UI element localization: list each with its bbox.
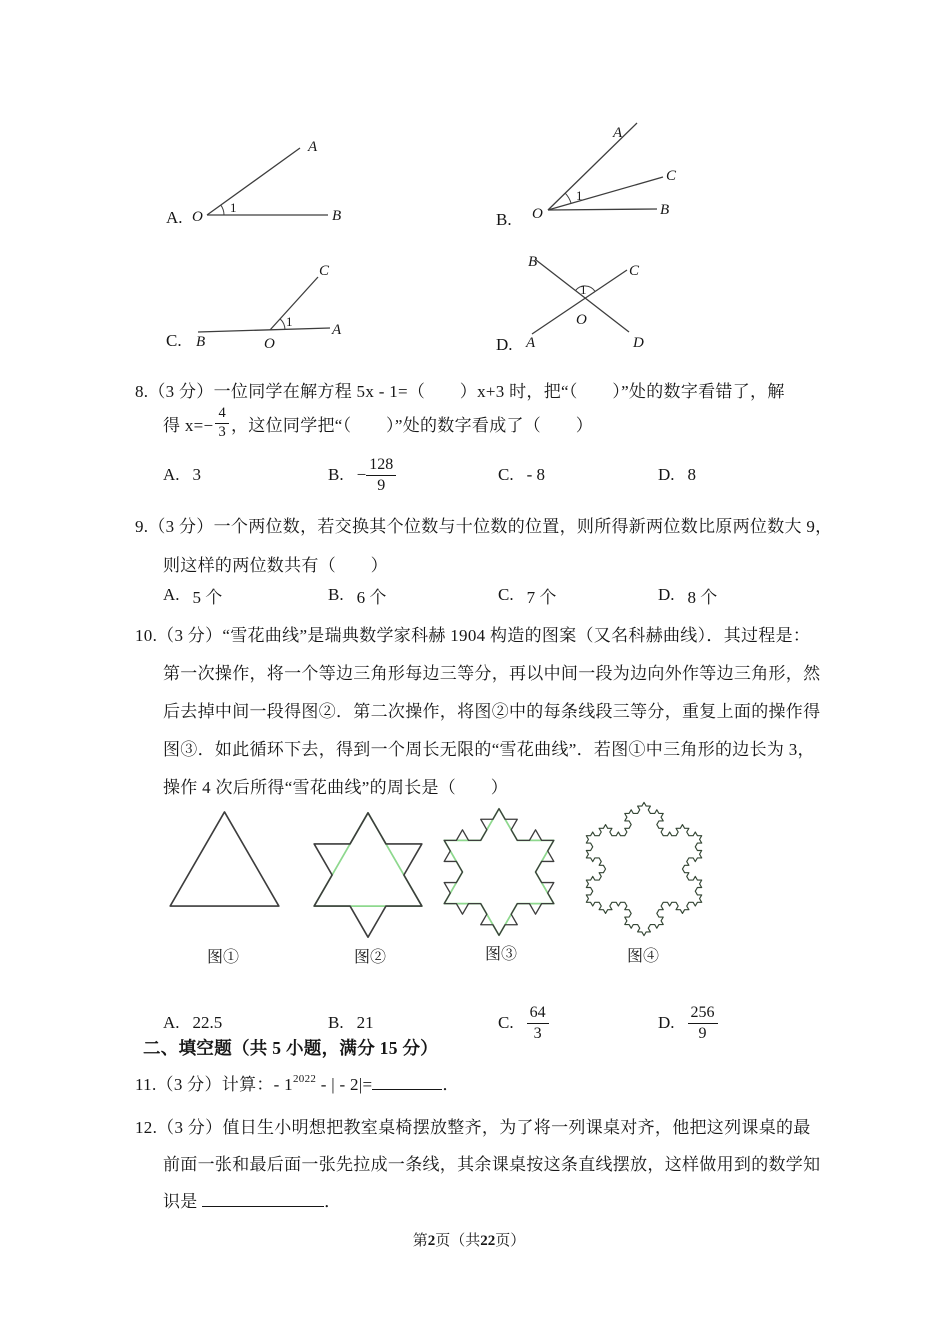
- figure-1-caption: 图①: [206, 949, 239, 966]
- koch-outline: [444, 809, 554, 936]
- q8-option-a: [163, 452, 201, 498]
- question-9-options: [0, 583, 950, 607]
- q8-option-b-numerator: 128: [366, 456, 396, 476]
- question-8-line-2: [163, 403, 593, 443]
- figure-2-caption: 图②: [353, 949, 386, 966]
- diagram-d-letter: D.: [496, 335, 513, 354]
- q8-inline-fraction: [215, 406, 229, 441]
- diagram-c-letter: C.: [166, 331, 182, 350]
- question-8-options: [0, 452, 950, 498]
- koch-figure-2-star: [312, 810, 424, 940]
- q8-line2-pre: 得 x=−: [163, 415, 214, 435]
- point-label-b: B: [660, 202, 670, 218]
- ray-ob: [548, 209, 657, 210]
- point-label-a: A: [332, 322, 342, 338]
- point-label-b: B: [528, 254, 538, 270]
- angle-label-1: 1: [286, 314, 293, 329]
- question-12-line-2: 前面一张和最后面一张先拉成一条线，其余课桌按这条直线摆放，这样做用到的数学知: [163, 1155, 821, 1174]
- koch-figure-3-snowflake: [442, 806, 556, 938]
- question-10-line-5: 操作 4 次后所得“雪花曲线”的周长是（ ）: [163, 778, 508, 797]
- q11-pre: 11.（3 分）计算：- 1: [135, 1075, 293, 1094]
- q10-option-d-letter: D.: [658, 1013, 675, 1032]
- koch-outline: [586, 802, 701, 935]
- vertex-label-o: O: [264, 336, 275, 352]
- q9-option-a: [163, 583, 222, 607]
- angle-label-1: 1: [576, 188, 583, 203]
- q8-option-c-value: - 8: [526, 465, 546, 484]
- q10-option-d: [658, 997, 718, 1049]
- footer-prefix: 第: [412, 1233, 428, 1249]
- q10-option-b-value: 21: [356, 1013, 374, 1032]
- q9-option-b-letter: B.: [328, 585, 344, 604]
- q8-option-c: [498, 452, 545, 498]
- q8-option-b: [328, 452, 396, 498]
- q8-option-a-value: 3: [192, 465, 202, 484]
- q10-option-d-numerator: 256: [688, 1004, 718, 1024]
- question-12-line-3: [163, 1187, 341, 1212]
- angle-diagram-d: [512, 248, 687, 360]
- q10-option-b-letter: B.: [328, 1013, 344, 1032]
- q8-option-d-letter: D.: [658, 465, 675, 484]
- page-footer: [0, 1229, 938, 1250]
- q10-option-d-denominator: 9: [698, 1024, 707, 1042]
- footer-page-number: 2: [427, 1233, 436, 1249]
- ray-oc: [270, 277, 318, 330]
- q8-frac-denominator: 3: [218, 423, 226, 440]
- q9-option-d: [658, 583, 717, 607]
- point-label-a: A: [613, 125, 623, 141]
- point-label-a: A: [308, 139, 318, 155]
- vertex-label-o: O: [532, 206, 543, 222]
- koch-outline: [314, 813, 422, 906]
- q10-option-c-letter: C.: [498, 1013, 514, 1032]
- koch-figure-1-triangle: [168, 808, 281, 910]
- vertex-label-o: O: [576, 312, 587, 328]
- footer-total-pages: 22: [480, 1233, 496, 1249]
- diagram-a-letter: A.: [166, 208, 183, 227]
- question-12-line-1: 12.（3 分）值日生小明想把教室桌椅摆放整齐，为了将一列课桌对齐，他把这列课桌的最: [135, 1118, 811, 1137]
- q9-option-c-value: 7 个: [526, 587, 557, 607]
- q9-option-a-value: 5 个: [192, 587, 223, 607]
- angle-diagram-a: [158, 118, 348, 226]
- angle-arc: [565, 193, 571, 203]
- question-9-line-1: 9.（3 分）一个两位数，若交换其个位数与十位数的位置，则所得新两位数比原两位数大 9，: [135, 517, 833, 536]
- q10-option-a-letter: A.: [163, 1013, 180, 1032]
- question-10-line-4: 图③．如此循环下去，得到一个周长无限的“雪花曲线”．若图①中三角形的边长为 3，: [163, 740, 815, 759]
- q9-option-c-letter: C.: [498, 585, 514, 604]
- q9-option-b-value: 6 个: [356, 587, 387, 607]
- section-2-header: 二、填空题（共 5 小题，满分 15 分）: [143, 1038, 439, 1058]
- koch-outline: [444, 809, 554, 936]
- koch-outline: [314, 813, 422, 937]
- question-9-line-2: 则这样的两位数共有（ ）: [163, 556, 388, 575]
- q8-option-b-denominator: 9: [377, 476, 386, 494]
- question-10-line-3: 后去掉中间一段得图②．第二次操作，将图②中的每条线段三等分，重复上面的操作得: [163, 702, 821, 721]
- angle-label-1: 1: [580, 282, 587, 297]
- point-label-b: B: [196, 334, 206, 350]
- q8-option-b-minus: −: [356, 465, 367, 484]
- figure-3-caption: 图③: [484, 946, 517, 963]
- q11-answer-blank: [372, 1074, 442, 1090]
- angle-arc: [280, 319, 285, 330]
- question-8-line-1: 8.（3 分）一位同学在解方程 5x - 1=（ ）x+3 时，把“（ ）”处的数字看错了，解: [135, 382, 785, 401]
- point-label-c: C: [666, 168, 677, 184]
- q10-option-c-numerator: 64: [527, 1004, 549, 1024]
- point-label-c: C: [629, 263, 640, 279]
- q8-option-d: [658, 452, 696, 498]
- point-label-c: C: [319, 263, 330, 279]
- koch-figure-4-snowflake: [584, 800, 704, 938]
- q11-tail: ．: [442, 1075, 460, 1094]
- angle-label-1: 1: [230, 200, 237, 215]
- q8-option-a-letter: A.: [163, 465, 180, 484]
- diagram-b-letter: B.: [496, 210, 512, 229]
- q9-option-a-letter: A.: [163, 585, 180, 604]
- question-11-line: [135, 1070, 460, 1095]
- line-ba: [198, 328, 330, 332]
- q8-option-b-letter: B.: [328, 465, 344, 484]
- q8-line2-post: ，这位同学把“（ ）”处的数字看成了（ ）: [231, 415, 593, 435]
- angle-diagram-c: [190, 250, 360, 352]
- q8-frac-numerator: 4: [215, 406, 229, 424]
- point-label-a: A: [526, 335, 536, 351]
- footer-mid: 页（共: [435, 1233, 481, 1249]
- question-10-line-2: 第一次操作，将一个等边三角形每边三等分，再以中间一段为边向外作等边三角形，然: [163, 664, 821, 683]
- q9-option-d-letter: D.: [658, 585, 675, 604]
- q9-option-d-value: 8 个: [687, 587, 718, 607]
- q12-line3-pre: 识是: [163, 1192, 203, 1211]
- angle-arc: [221, 205, 224, 215]
- q9-option-b: [328, 583, 386, 607]
- vertex-label-o: O: [192, 209, 203, 225]
- q11-exponent: 2022: [292, 1073, 317, 1086]
- figure-4-caption: 图④: [626, 948, 659, 965]
- q11-mid: - | - 2|=: [316, 1075, 373, 1094]
- footer-suffix: 页）: [495, 1233, 526, 1249]
- q10-option-a-value: 22.5: [192, 1013, 223, 1032]
- q9-option-c: [498, 583, 556, 607]
- koch-outline: [170, 812, 279, 906]
- q12-line3-tail: ．: [324, 1192, 342, 1211]
- q8-option-b-fraction: [366, 456, 396, 494]
- q12-answer-blank: [202, 1191, 324, 1207]
- q10-option-c: [498, 997, 549, 1049]
- point-label-b: B: [332, 208, 342, 224]
- ray-oa: [207, 148, 300, 215]
- q8-option-d-value: 8: [687, 465, 697, 484]
- question-10-line-1: 10.（3 分）“雪花曲线”是瑞典数学家科赫 1904 构造的图案（又名科赫曲线）．其过程是：: [135, 626, 811, 645]
- q10-option-d-fraction: [688, 1004, 718, 1042]
- q10-option-c-fraction: [527, 1004, 549, 1042]
- q10-option-c-denominator: 3: [533, 1024, 542, 1042]
- q8-option-c-letter: C.: [498, 465, 514, 484]
- angle-diagram-b: [490, 112, 700, 224]
- point-label-d: D: [633, 335, 644, 351]
